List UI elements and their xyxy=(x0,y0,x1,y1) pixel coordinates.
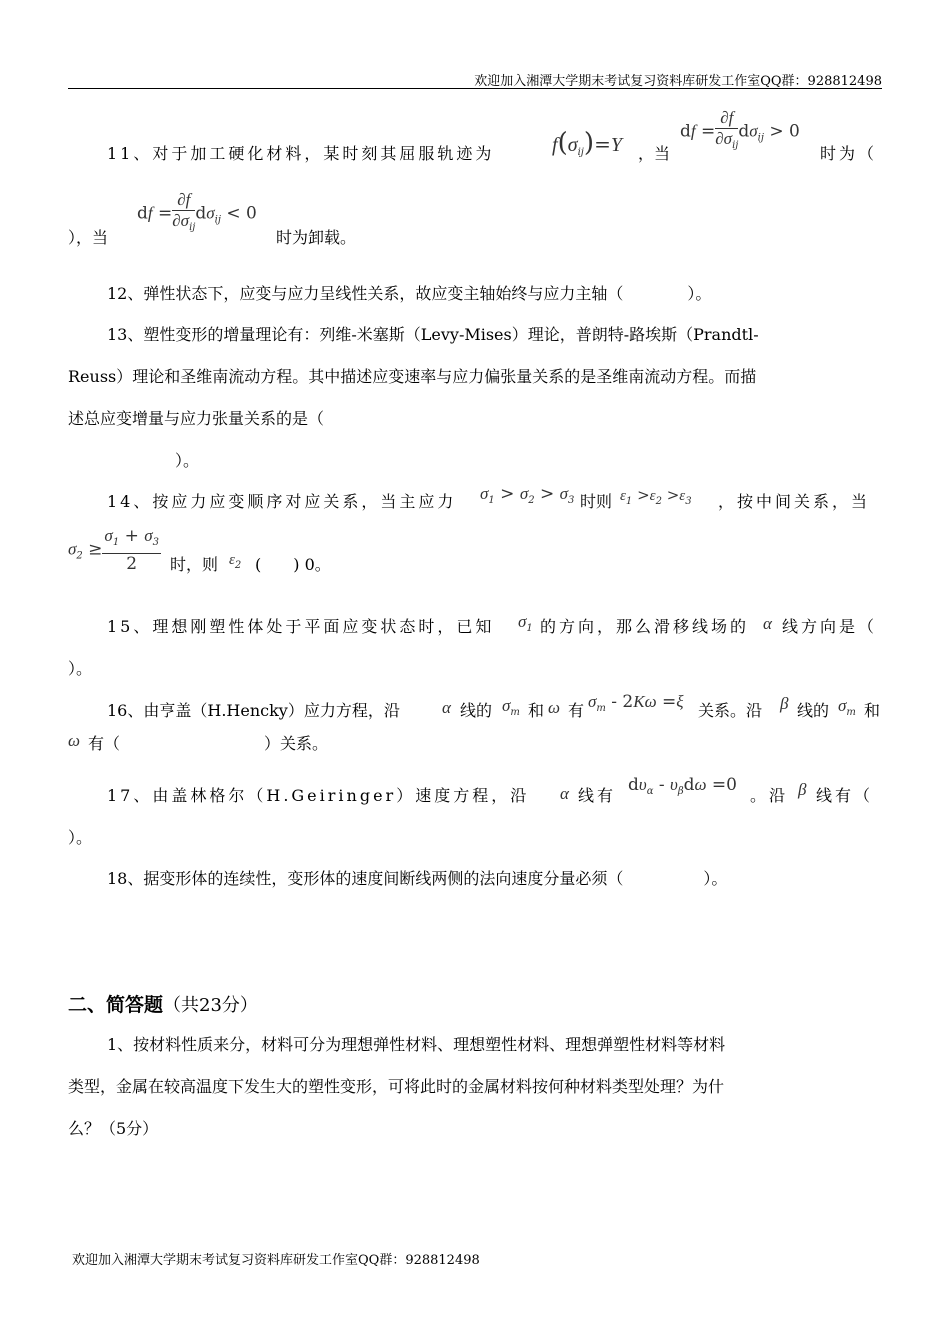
q11-line1-mid: ，当 xyxy=(638,144,671,163)
header-divider xyxy=(68,88,882,89)
q17-alpha: α xyxy=(560,784,569,803)
q14-stress-order: $\sigma_1 > \sigma_2 > \sigma_3$ xyxy=(480,484,575,506)
q17-line1-b: 线有 xyxy=(578,786,617,805)
q11-line2-post: 时为卸载。 xyxy=(276,228,357,247)
q11-yield-formula: $f(\sigma_{ij})=Y$ xyxy=(552,128,622,158)
q14-middle-condition: $\sigma_2$ ≥ $\frac{\sigma_1 + \sigma_3}{2}$ xyxy=(68,526,160,574)
section2-heading xyxy=(68,990,258,1017)
q13-line2: Reuss）理论和圣维南流动方程。其中描述应变速率与应力偏张量关系的是圣维南流动方程。而描 xyxy=(68,367,757,386)
s2q1-line3: 么？（5分） xyxy=(68,1119,159,1138)
section2-points: （共23分） xyxy=(163,995,258,1016)
q12-text: 12、弹性状态下，应变与应力呈线性关系，故应变主轴始终与应力主轴（ ）。 xyxy=(107,284,712,303)
q17-line1-c: 。沿 xyxy=(750,786,789,805)
q15-line1-mid: 的方向，那么滑移线场的 xyxy=(540,617,750,636)
q17-line1-a: 17、由盖林格尔（H.Geiringer）速度方程，沿 xyxy=(107,786,530,805)
q13-line1: 13、塑性变形的增量理论有：列维-米塞斯（Levy-Mises）理论，普朗特-路埃斯（Prandtl- xyxy=(107,325,759,344)
page-footer: 欢迎加入湘潭大学期末考试复习资料库研发工作室QQ群：928812498 xyxy=(72,1253,480,1268)
q17-beta: β xyxy=(798,780,807,799)
page-header: 欢迎加入湘潭大学期末考试复习资料库研发工作室QQ群：928812498 xyxy=(474,74,882,89)
q11-line2-pre: ），当 xyxy=(68,228,109,247)
s2q1-line1: 1、按材料性质来分，材料可分为理想弹性材料、理想塑性材料、理想弹塑性材料等材料 xyxy=(107,1035,726,1054)
q11-unloading-formula: df = $\frac{\partial f}{\partial\sigma_{ij}}$ $d\sigma_{ij} < 0$ xyxy=(137,190,257,233)
q16-sigma-m: $\sigma_m$ xyxy=(502,696,520,718)
q16-line1-c: 和 xyxy=(528,701,545,720)
q16-alpha: α xyxy=(442,698,451,717)
q14-line1-pre: 14、按应力应变顺序对应关系，当主应力 xyxy=(107,492,457,511)
q16-line1-d: 有 xyxy=(568,701,585,720)
q15-line1-post: 线方向是（ xyxy=(782,617,878,636)
q11-loading-formula: df = $\frac{\partial f}{\partial\sigma_{ij}}$ $d\sigma_{ij} > 0$ xyxy=(680,108,800,151)
q16-line1-a: 16、由亨盖（H.Hencky）应力方程，沿 xyxy=(107,701,400,720)
q16-line1-f: 线的 xyxy=(797,701,830,720)
q15-sigma1: $\sigma_1$ xyxy=(518,612,533,634)
q14-line2-post: 时，则 xyxy=(170,555,219,574)
q13-line3: 述总应变增量与应力张量关系的是（ xyxy=(68,409,325,428)
q16-omega: ω xyxy=(548,698,561,717)
s2q1-line2: 类型，金属在较高温度下发生大的塑性变形，可将此时的金属材料按何种材料类型处理？为什 xyxy=(68,1077,725,1096)
q14-line2-end: ( ) 0。 xyxy=(255,555,331,574)
q15-line2: ）。 xyxy=(68,659,93,678)
q11-line1-pre: 11、对于加工硬化材料，某时刻其屈服轨迹为 xyxy=(107,144,495,163)
q14-line1-mid: 时则 xyxy=(580,492,613,511)
q14-line1-post: ，按中间关系，当 xyxy=(718,492,871,511)
q16-sigma-m-2: $\sigma_m$ xyxy=(838,696,856,718)
q16-line2: 有（ ）关系。 xyxy=(88,734,329,753)
q15-line1-pre: 15、理想刚塑性体处于平面应变状态时，已知 xyxy=(107,617,495,636)
q11-line1-post: 时为（ xyxy=(820,144,878,163)
q15-alpha: α xyxy=(763,614,772,633)
section2-title: 二、简答题 xyxy=(68,994,164,1016)
q16-line1-e: 关系。沿 xyxy=(698,701,763,720)
q17-line2: ）。 xyxy=(68,828,93,847)
q16-beta: β xyxy=(780,694,789,713)
q17-line1-d: 线有（ xyxy=(816,786,874,805)
q16-omega-2: ω xyxy=(68,731,81,750)
q17-geiringer-formula: $d\upsilon_\alpha - \upsilon_\beta d\omega =0$ xyxy=(628,775,737,797)
q14-epsilon2: $\varepsilon_2$ xyxy=(229,552,242,571)
q13-line4: ）。 xyxy=(175,451,200,470)
q16-line1-b: 线的 xyxy=(460,701,493,720)
q16-line1-g: 和 xyxy=(864,701,881,720)
q18-text: 18、据变形体的连续性，变形体的速度间断线两侧的法向速度分量必须（ ）。 xyxy=(107,869,728,888)
q14-strain-order: $\varepsilon_1 >\varepsilon_2 >\varepsilon_3$ xyxy=(620,486,692,507)
q16-hencky-formula: $\sigma_m - 2K\omega =\xi$ xyxy=(588,692,684,714)
